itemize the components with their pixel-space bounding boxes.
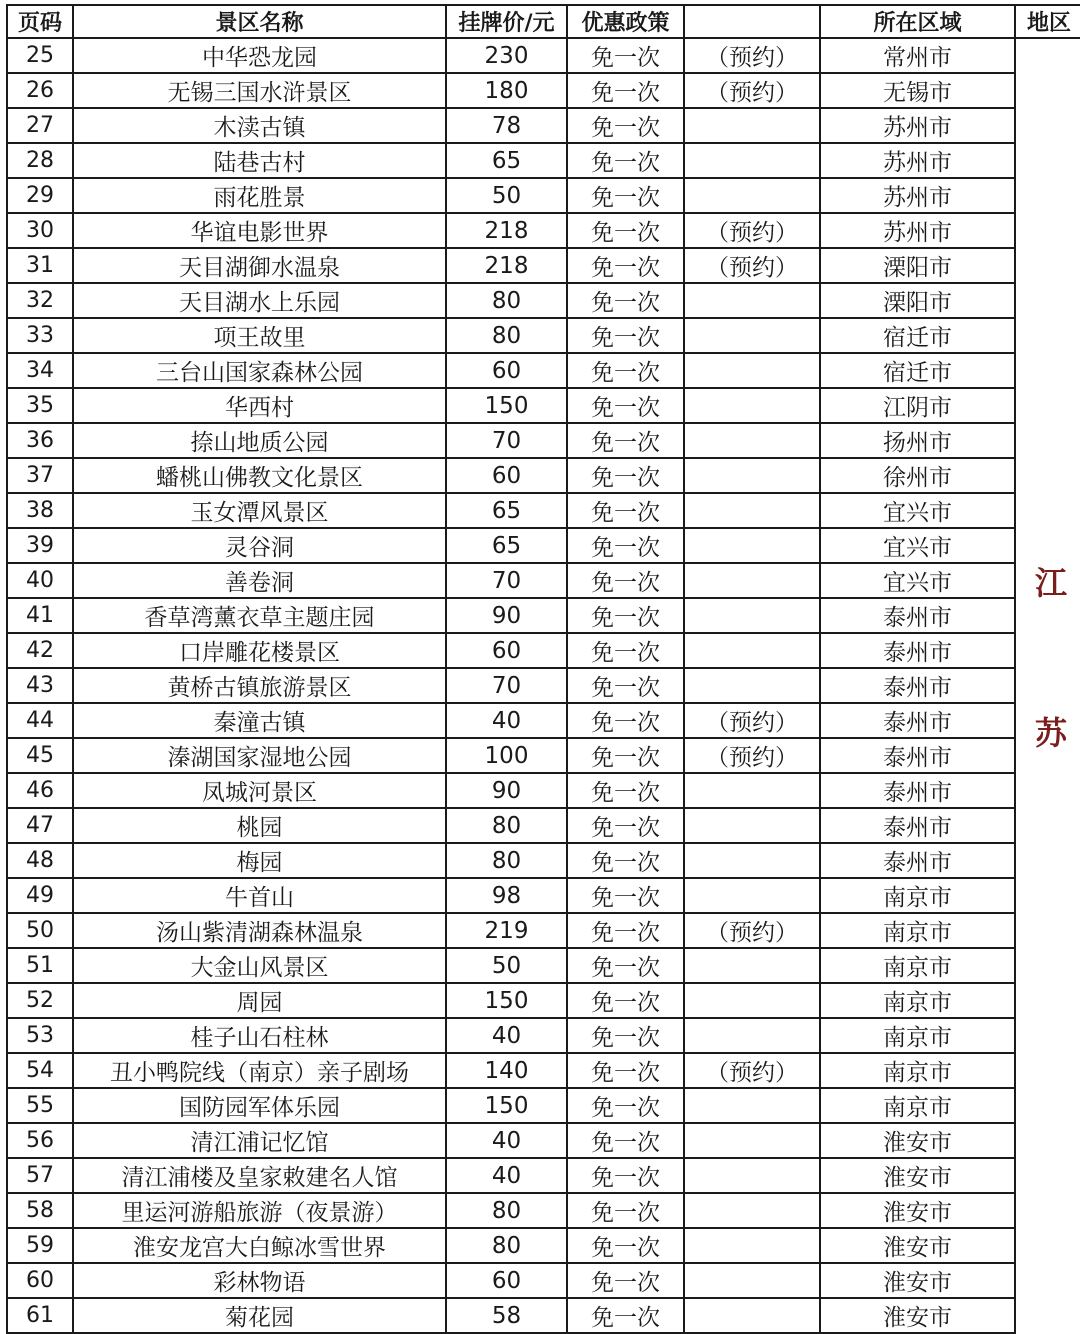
table-row — [7, 108, 1080, 143]
cell-note — [684, 1158, 820, 1193]
cell-city: 苏州市 — [820, 213, 1015, 248]
cell-name: 溱湖国家湿地公园 — [73, 738, 446, 773]
cell-note — [684, 423, 820, 458]
cell-policy: 免一次 — [567, 1053, 684, 1088]
cell-city: 淮安市 — [820, 1298, 1015, 1333]
cell-price: 80 — [446, 283, 567, 318]
table-row — [7, 143, 1080, 178]
header-price: 挂牌价/元 — [446, 5, 567, 38]
cell-price: 90 — [446, 598, 567, 633]
cell-city: 宜兴市 — [820, 493, 1015, 528]
cell-note: （预约） — [684, 38, 820, 73]
cell-name: 桂子山石柱林 — [73, 1018, 446, 1053]
cell-city: 宜兴市 — [820, 528, 1015, 563]
cell-page: 48 — [7, 843, 73, 878]
cell-note — [684, 563, 820, 598]
cell-policy: 免一次 — [567, 563, 684, 598]
cell-policy: 免一次 — [567, 213, 684, 248]
cell-note — [684, 528, 820, 563]
table-row — [7, 808, 1080, 843]
cell-name: 天目湖御水温泉 — [73, 248, 446, 283]
cell-city: 泰州市 — [820, 843, 1015, 878]
cell-name: 捺山地质公园 — [73, 423, 446, 458]
cell-page: 39 — [7, 528, 73, 563]
cell-note — [684, 1193, 820, 1228]
cell-name: 灵谷洞 — [73, 528, 446, 563]
cell-name: 华西村 — [73, 388, 446, 423]
table-row — [7, 983, 1080, 1018]
cell-note: （预约） — [684, 73, 820, 108]
cell-note — [684, 1298, 820, 1333]
table-row — [7, 38, 1080, 73]
cell-name: 里运河游船旅游（夜景游） — [73, 1193, 446, 1228]
cell-note — [684, 808, 820, 843]
table-row — [7, 773, 1080, 808]
cell-city: 苏州市 — [820, 143, 1015, 178]
cell-price: 218 — [446, 248, 567, 283]
table-row — [7, 178, 1080, 213]
cell-name: 玉女潭风景区 — [73, 493, 446, 528]
cell-policy: 免一次 — [567, 1158, 684, 1193]
cell-policy: 免一次 — [567, 318, 684, 353]
table-row — [7, 703, 1080, 738]
cell-page: 47 — [7, 808, 73, 843]
cell-page: 56 — [7, 1123, 73, 1158]
cell-price: 230 — [446, 38, 567, 73]
cell-city: 泰州市 — [820, 808, 1015, 843]
cell-note: （预约） — [684, 248, 820, 283]
table-row — [7, 598, 1080, 633]
table-row — [7, 528, 1080, 563]
table-row — [7, 493, 1080, 528]
cell-city: 溧阳市 — [820, 248, 1015, 283]
cell-policy: 免一次 — [567, 178, 684, 213]
cell-city: 无锡市 — [820, 73, 1015, 108]
cell-price: 80 — [446, 1193, 567, 1228]
cell-price: 98 — [446, 878, 567, 913]
cell-page: 35 — [7, 388, 73, 423]
cell-policy: 免一次 — [567, 1228, 684, 1263]
cell-policy: 免一次 — [567, 283, 684, 318]
cell-name: 周园 — [73, 983, 446, 1018]
cell-name: 雨花胜景 — [73, 178, 446, 213]
cell-price: 58 — [446, 1298, 567, 1333]
cell-page: 33 — [7, 318, 73, 353]
cell-policy: 免一次 — [567, 703, 684, 738]
cell-policy: 免一次 — [567, 1018, 684, 1053]
cell-note: （预约） — [684, 1053, 820, 1088]
table-row — [7, 563, 1080, 598]
cell-note: （预约） — [684, 913, 820, 948]
cell-price: 40 — [446, 703, 567, 738]
cell-price: 40 — [446, 1018, 567, 1053]
cell-price: 80 — [446, 1228, 567, 1263]
cell-policy: 免一次 — [567, 808, 684, 843]
table-row — [7, 73, 1080, 108]
table-row — [7, 948, 1080, 983]
cell-note — [684, 878, 820, 913]
cell-page: 40 — [7, 563, 73, 598]
cell-city: 泰州市 — [820, 703, 1015, 738]
cell-city: 江阴市 — [820, 388, 1015, 423]
region-cell: 江苏 — [1015, 38, 1080, 1333]
cell-note — [684, 353, 820, 388]
cell-policy: 免一次 — [567, 1123, 684, 1158]
header-city: 所在区域 — [820, 5, 1015, 38]
cell-city: 溧阳市 — [820, 283, 1015, 318]
table-row — [7, 1018, 1080, 1053]
cell-city: 泰州市 — [820, 633, 1015, 668]
table-row — [7, 878, 1080, 913]
cell-note — [684, 598, 820, 633]
cell-name: 华谊电影世界 — [73, 213, 446, 248]
cell-city: 徐州市 — [820, 458, 1015, 493]
cell-policy: 免一次 — [567, 668, 684, 703]
cell-page: 37 — [7, 458, 73, 493]
header-page: 页码 — [7, 5, 73, 38]
cell-policy: 免一次 — [567, 878, 684, 913]
cell-policy: 免一次 — [567, 1298, 684, 1333]
table-row — [7, 843, 1080, 878]
cell-price: 219 — [446, 913, 567, 948]
table-row — [7, 1053, 1080, 1088]
cell-page: 38 — [7, 493, 73, 528]
cell-name: 善卷洞 — [73, 563, 446, 598]
cell-price: 60 — [446, 633, 567, 668]
cell-page: 29 — [7, 178, 73, 213]
cell-name: 凤城河景区 — [73, 773, 446, 808]
cell-note — [684, 948, 820, 983]
table-row — [7, 458, 1080, 493]
table-row — [7, 738, 1080, 773]
cell-note: （预约） — [684, 213, 820, 248]
cell-price: 40 — [446, 1158, 567, 1193]
cell-name: 牛首山 — [73, 878, 446, 913]
cell-policy: 免一次 — [567, 598, 684, 633]
cell-name: 丑小鸭院线（南京）亲子剧场 — [73, 1053, 446, 1088]
cell-note: （预约） — [684, 703, 820, 738]
cell-name: 汤山紫清湖森林温泉 — [73, 913, 446, 948]
cell-note — [684, 983, 820, 1018]
cell-city: 泰州市 — [820, 738, 1015, 773]
cell-page: 44 — [7, 703, 73, 738]
cell-city: 淮安市 — [820, 1228, 1015, 1263]
cell-city: 淮安市 — [820, 1263, 1015, 1298]
table-row — [7, 1123, 1080, 1158]
cell-policy: 免一次 — [567, 1263, 684, 1298]
header-name: 景区名称 — [73, 5, 446, 38]
table-row — [7, 423, 1080, 458]
scenic-spots-table — [6, 4, 1080, 1334]
cell-price: 40 — [446, 1123, 567, 1158]
cell-name: 国防园军体乐园 — [73, 1088, 446, 1123]
cell-city: 宿迁市 — [820, 318, 1015, 353]
cell-policy: 免一次 — [567, 38, 684, 73]
table-row — [7, 633, 1080, 668]
table-row — [7, 213, 1080, 248]
cell-policy: 免一次 — [567, 248, 684, 283]
cell-policy: 免一次 — [567, 633, 684, 668]
cell-price: 50 — [446, 178, 567, 213]
cell-page: 49 — [7, 878, 73, 913]
cell-name: 木渎古镇 — [73, 108, 446, 143]
cell-page: 45 — [7, 738, 73, 773]
cell-price: 80 — [446, 808, 567, 843]
cell-price: 180 — [446, 73, 567, 108]
table-row — [7, 1228, 1080, 1263]
cell-price: 70 — [446, 563, 567, 598]
cell-policy: 免一次 — [567, 388, 684, 423]
cell-policy: 免一次 — [567, 738, 684, 773]
cell-price: 70 — [446, 423, 567, 458]
cell-page: 46 — [7, 773, 73, 808]
cell-note — [684, 388, 820, 423]
cell-price: 100 — [446, 738, 567, 773]
table-row — [7, 1088, 1080, 1123]
cell-city: 宿迁市 — [820, 353, 1015, 388]
cell-page: 30 — [7, 213, 73, 248]
cell-policy: 免一次 — [567, 1088, 684, 1123]
header-row — [7, 5, 1080, 38]
cell-city: 宜兴市 — [820, 563, 1015, 598]
cell-page: 60 — [7, 1263, 73, 1298]
cell-page: 32 — [7, 283, 73, 318]
table-row — [7, 248, 1080, 283]
cell-policy: 免一次 — [567, 913, 684, 948]
cell-city: 苏州市 — [820, 108, 1015, 143]
cell-policy: 免一次 — [567, 948, 684, 983]
cell-price: 65 — [446, 528, 567, 563]
cell-price: 150 — [446, 983, 567, 1018]
cell-page: 52 — [7, 983, 73, 1018]
cell-page: 25 — [7, 38, 73, 73]
cell-note — [684, 283, 820, 318]
cell-name: 菊花园 — [73, 1298, 446, 1333]
cell-city: 泰州市 — [820, 598, 1015, 633]
cell-policy: 免一次 — [567, 423, 684, 458]
cell-page: 57 — [7, 1158, 73, 1193]
table-row — [7, 388, 1080, 423]
cell-price: 60 — [446, 1263, 567, 1298]
cell-page: 53 — [7, 1018, 73, 1053]
table-row — [7, 913, 1080, 948]
cell-city: 淮安市 — [820, 1193, 1015, 1228]
cell-policy: 免一次 — [567, 843, 684, 878]
cell-page: 36 — [7, 423, 73, 458]
cell-name: 天目湖水上乐园 — [73, 283, 446, 318]
cell-name: 大金山风景区 — [73, 948, 446, 983]
cell-policy: 免一次 — [567, 773, 684, 808]
cell-name: 梅园 — [73, 843, 446, 878]
cell-price: 78 — [446, 108, 567, 143]
cell-page: 58 — [7, 1193, 73, 1228]
cell-price: 80 — [446, 318, 567, 353]
header-note — [684, 5, 820, 38]
table-row — [7, 1263, 1080, 1298]
cell-price: 80 — [446, 843, 567, 878]
cell-policy: 免一次 — [567, 458, 684, 493]
cell-name: 中华恐龙园 — [73, 38, 446, 73]
cell-city: 南京市 — [820, 878, 1015, 913]
cell-note — [684, 1123, 820, 1158]
cell-page: 59 — [7, 1228, 73, 1263]
cell-page: 41 — [7, 598, 73, 633]
cell-name: 秦潼古镇 — [73, 703, 446, 738]
cell-policy: 免一次 — [567, 1193, 684, 1228]
cell-page: 42 — [7, 633, 73, 668]
cell-name: 口岸雕花楼景区 — [73, 633, 446, 668]
cell-price: 65 — [446, 493, 567, 528]
cell-note — [684, 1018, 820, 1053]
cell-city: 常州市 — [820, 38, 1015, 73]
cell-city: 苏州市 — [820, 178, 1015, 213]
table-row — [7, 668, 1080, 703]
table-row — [7, 1158, 1080, 1193]
cell-page: 50 — [7, 913, 73, 948]
cell-city: 泰州市 — [820, 773, 1015, 808]
cell-note — [684, 843, 820, 878]
cell-note — [684, 318, 820, 353]
cell-note — [684, 633, 820, 668]
cell-note — [684, 1088, 820, 1123]
table-row — [7, 353, 1080, 388]
cell-page: 61 — [7, 1298, 73, 1333]
cell-name: 香草湾薰衣草主题庄园 — [73, 598, 446, 633]
cell-price: 90 — [446, 773, 567, 808]
cell-city: 南京市 — [820, 1018, 1015, 1053]
cell-price: 150 — [446, 388, 567, 423]
cell-note: （预约） — [684, 738, 820, 773]
cell-policy: 免一次 — [567, 353, 684, 388]
cell-page: 51 — [7, 948, 73, 983]
cell-price: 65 — [446, 143, 567, 178]
cell-name: 黄桥古镇旅游景区 — [73, 668, 446, 703]
cell-note — [684, 108, 820, 143]
cell-name: 清江浦记忆馆 — [73, 1123, 446, 1158]
cell-price: 218 — [446, 213, 567, 248]
cell-name: 陆巷古村 — [73, 143, 446, 178]
table-body — [7, 38, 1080, 1333]
table-row — [7, 283, 1080, 318]
cell-city: 南京市 — [820, 983, 1015, 1018]
cell-name: 无锡三国水浒景区 — [73, 73, 446, 108]
cell-note — [684, 773, 820, 808]
cell-price: 50 — [446, 948, 567, 983]
cell-page: 43 — [7, 668, 73, 703]
cell-note — [684, 458, 820, 493]
table-row — [7, 1193, 1080, 1228]
cell-note — [684, 1263, 820, 1298]
cell-name: 清江浦楼及皇家敕建名人馆 — [73, 1158, 446, 1193]
cell-page: 54 — [7, 1053, 73, 1088]
cell-policy: 免一次 — [567, 73, 684, 108]
header-policy: 优惠政策 — [567, 5, 684, 38]
cell-city: 扬州市 — [820, 423, 1015, 458]
cell-city: 淮安市 — [820, 1123, 1015, 1158]
cell-city: 淮安市 — [820, 1158, 1015, 1193]
cell-page: 26 — [7, 73, 73, 108]
cell-price: 150 — [446, 1088, 567, 1123]
cell-name: 桃园 — [73, 808, 446, 843]
cell-policy: 免一次 — [567, 493, 684, 528]
cell-city: 南京市 — [820, 948, 1015, 983]
cell-city: 南京市 — [820, 1088, 1015, 1123]
cell-note — [684, 178, 820, 213]
cell-city: 南京市 — [820, 1053, 1015, 1088]
cell-name: 彩林物语 — [73, 1263, 446, 1298]
header-region: 地区 — [1015, 5, 1080, 38]
cell-note — [684, 668, 820, 703]
cell-price: 140 — [446, 1053, 567, 1088]
cell-price: 60 — [446, 458, 567, 493]
cell-name: 三台山国家森林公园 — [73, 353, 446, 388]
cell-price: 60 — [446, 353, 567, 388]
cell-note — [684, 493, 820, 528]
cell-policy: 免一次 — [567, 528, 684, 563]
cell-note — [684, 143, 820, 178]
cell-name: 淮安龙宫大白鲸冰雪世界 — [73, 1228, 446, 1263]
table-row — [7, 1298, 1080, 1333]
cell-page: 28 — [7, 143, 73, 178]
cell-city: 泰州市 — [820, 668, 1015, 703]
cell-price: 70 — [446, 668, 567, 703]
cell-note — [684, 1228, 820, 1263]
cell-name: 项王故里 — [73, 318, 446, 353]
cell-page: 31 — [7, 248, 73, 283]
cell-policy: 免一次 — [567, 143, 684, 178]
cell-page: 55 — [7, 1088, 73, 1123]
cell-page: 34 — [7, 353, 73, 388]
cell-page: 27 — [7, 108, 73, 143]
cell-policy: 免一次 — [567, 108, 684, 143]
table-row — [7, 318, 1080, 353]
cell-city: 南京市 — [820, 913, 1015, 948]
cell-name: 蟠桃山佛教文化景区 — [73, 458, 446, 493]
cell-policy: 免一次 — [567, 983, 684, 1018]
